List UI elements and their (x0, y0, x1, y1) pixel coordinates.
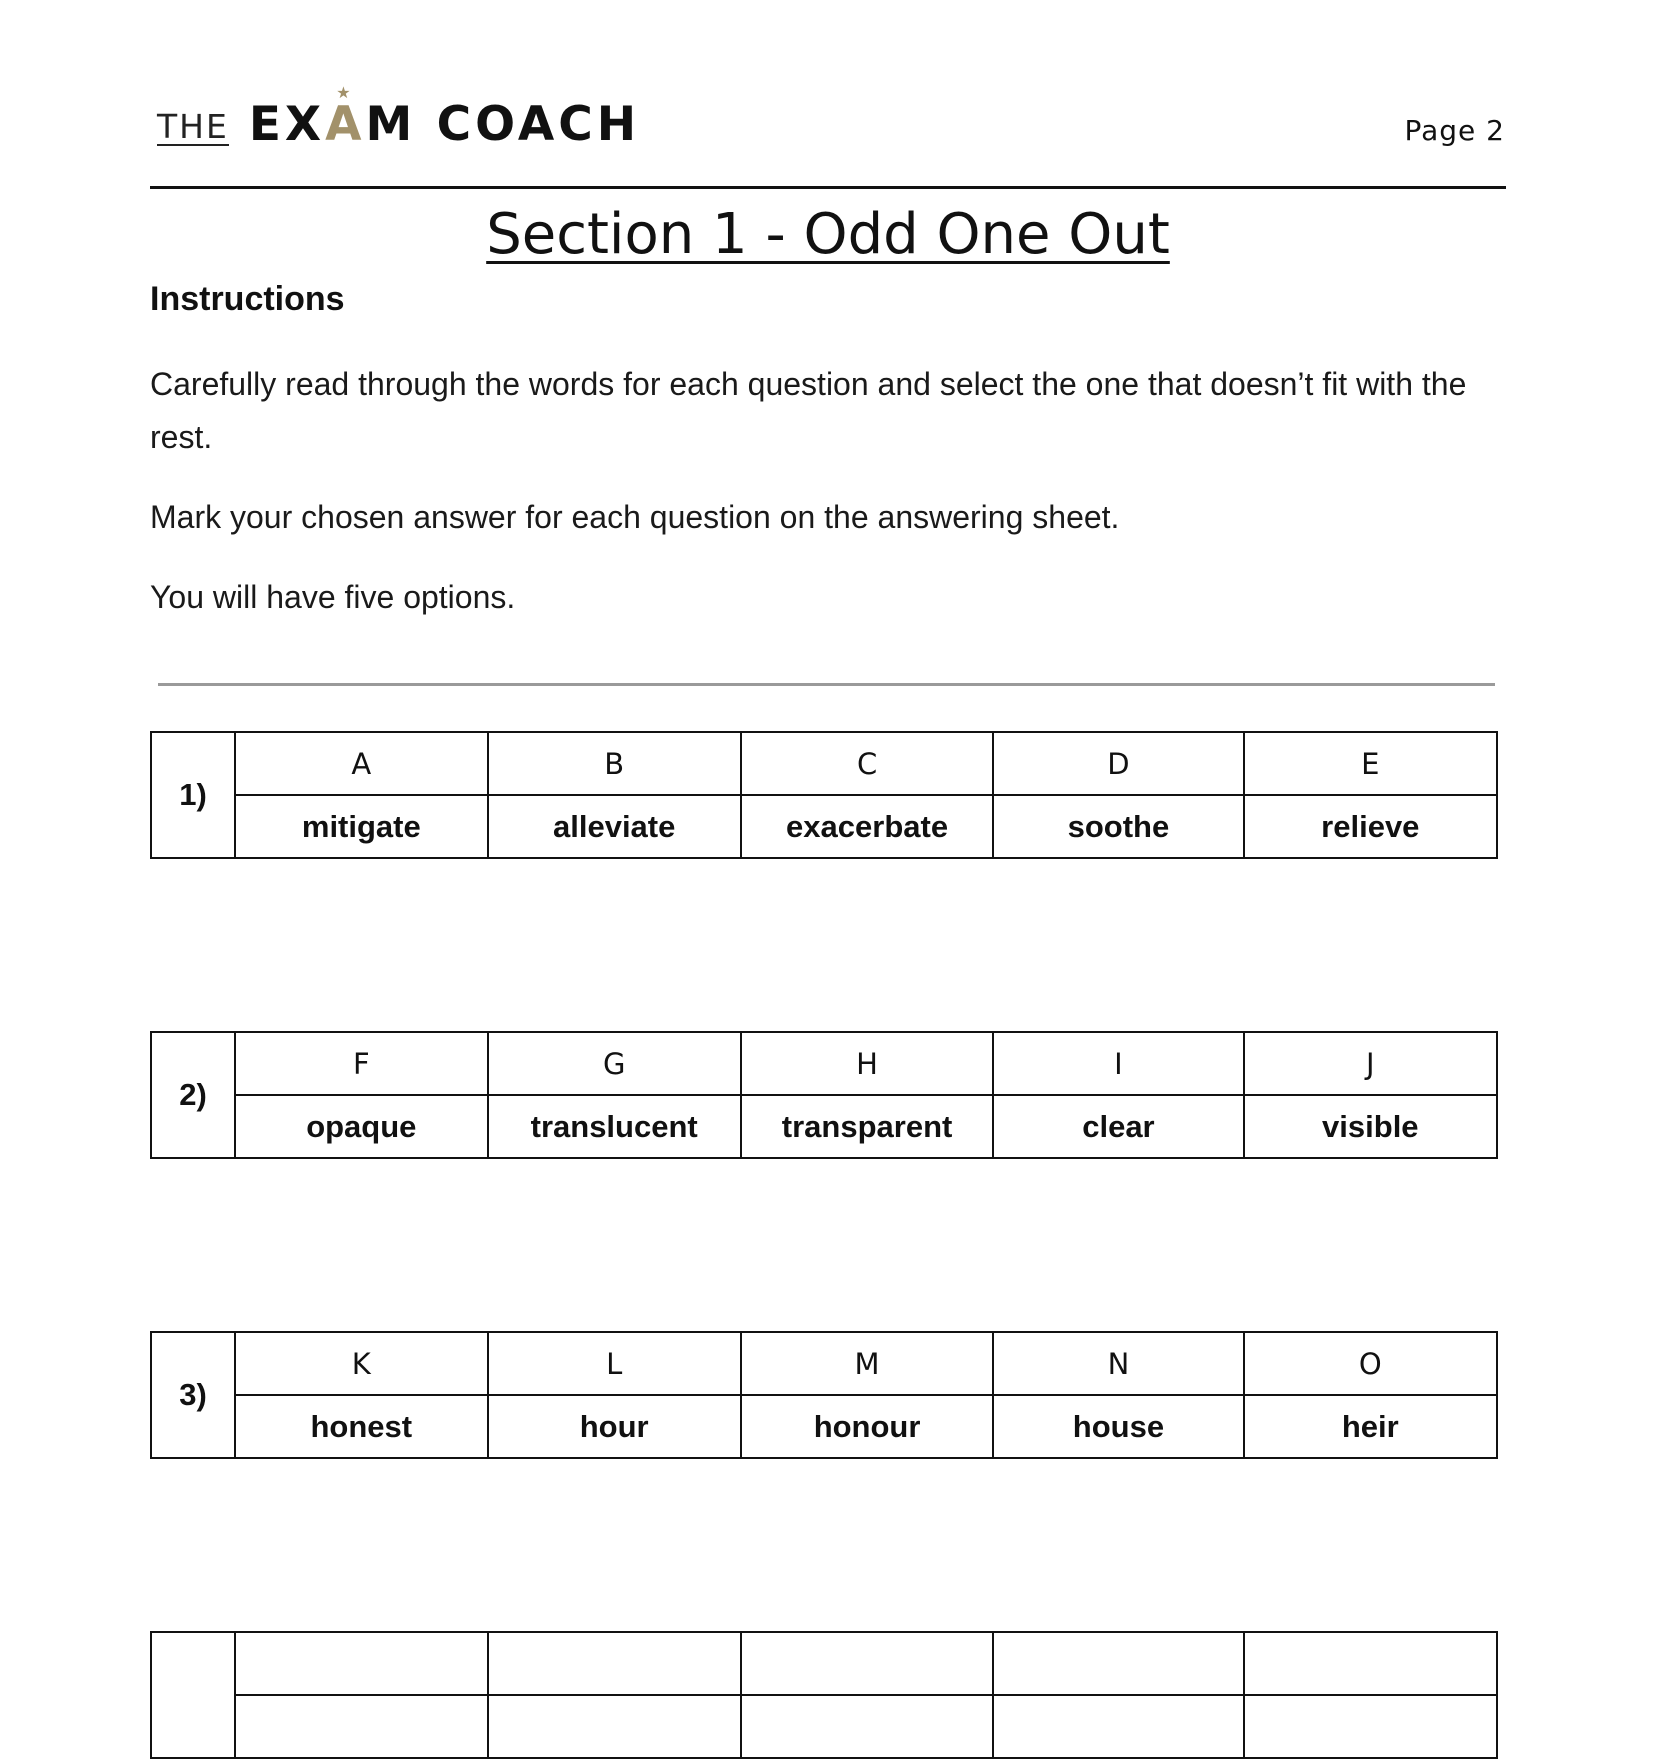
option-word: visible (1244, 1095, 1497, 1158)
option-word (235, 1695, 487, 1758)
option-letter: M (741, 1332, 993, 1395)
question-number: 2) (151, 1032, 235, 1158)
option-word (741, 1695, 993, 1758)
option-letter (1244, 1632, 1497, 1695)
option-letter: B (488, 732, 741, 795)
option-word-row (151, 795, 1497, 858)
logo-wordmark-start: EX (248, 97, 326, 152)
instruction-paragraph: You will have five options. (150, 579, 516, 615)
option-letter: G (488, 1032, 741, 1095)
option-word (488, 1695, 741, 1758)
option-word: clear (993, 1095, 1243, 1158)
logo-wordmark-a (325, 83, 366, 152)
option-letter: E (1244, 732, 1497, 795)
question-table-2 (150, 1031, 1498, 1159)
instructions-heading: Instructions (150, 280, 345, 318)
option-letter: J (1244, 1032, 1497, 1095)
option-word: translucent (488, 1095, 741, 1158)
option-word: transparent (741, 1095, 993, 1158)
section-title (0, 200, 1656, 270)
header-rule (150, 186, 1506, 189)
option-word: opaque (235, 1095, 487, 1158)
logo-wordmark-end: M COACH (365, 97, 641, 152)
option-word: hour (488, 1395, 741, 1458)
question-table-4 (150, 1631, 1498, 1759)
option-word-row (151, 1695, 1497, 1758)
option-word-row (151, 1095, 1497, 1158)
option-letter: I (993, 1032, 1243, 1095)
option-word: alleviate (488, 795, 741, 858)
question-number: 3) (151, 1332, 235, 1458)
option-letter: H (741, 1032, 993, 1095)
option-letter-row (151, 1632, 1497, 1695)
instruction-paragraph: Mark your chosen answer for each question on the answering sheet. (150, 499, 1120, 535)
question-table-1 (150, 731, 1498, 859)
option-letter-row (151, 1332, 1497, 1395)
page-header (150, 83, 1505, 154)
logo-wordmark (248, 83, 641, 152)
logo-the-text: THE (157, 107, 229, 146)
option-word: honest (235, 1395, 487, 1458)
star-icon: ★ (336, 83, 355, 102)
option-letter-row (151, 1032, 1497, 1095)
option-letter (741, 1632, 993, 1695)
exam-coach-logo (157, 83, 641, 154)
logo-a-letter: A (325, 97, 366, 152)
option-word: mitigate (235, 795, 487, 858)
option-letter: N (993, 1332, 1243, 1395)
option-word: house (993, 1395, 1243, 1458)
section-divider (158, 683, 1495, 686)
instruction-paragraph: Carefully read through the words for each question and select the one that doesn’t fit with the rest. (150, 366, 1467, 455)
option-word-row (151, 1395, 1497, 1458)
option-letter (488, 1632, 741, 1695)
question-number: 1) (151, 732, 235, 858)
section-title-text: Section 1 - Odd One Out (486, 202, 1170, 267)
option-word: soothe (993, 795, 1243, 858)
option-word (1244, 1695, 1497, 1758)
option-word: relieve (1244, 795, 1497, 858)
option-word: exacerbate (741, 795, 993, 858)
option-word: honour (741, 1395, 993, 1458)
option-word: heir (1244, 1395, 1497, 1458)
option-letter: K (235, 1332, 487, 1395)
option-letter: C (741, 732, 993, 795)
option-letter: F (235, 1032, 487, 1095)
option-letter: A (235, 732, 487, 795)
option-letter: L (488, 1332, 741, 1395)
option-letter-row (151, 732, 1497, 795)
question-table-3 (150, 1331, 1498, 1459)
option-letter: D (993, 732, 1243, 795)
option-word (993, 1695, 1243, 1758)
option-letter (235, 1632, 487, 1695)
page-number: Page 2 (1404, 114, 1505, 147)
option-letter: O (1244, 1332, 1497, 1395)
option-letter (993, 1632, 1243, 1695)
question-number (151, 1632, 235, 1758)
